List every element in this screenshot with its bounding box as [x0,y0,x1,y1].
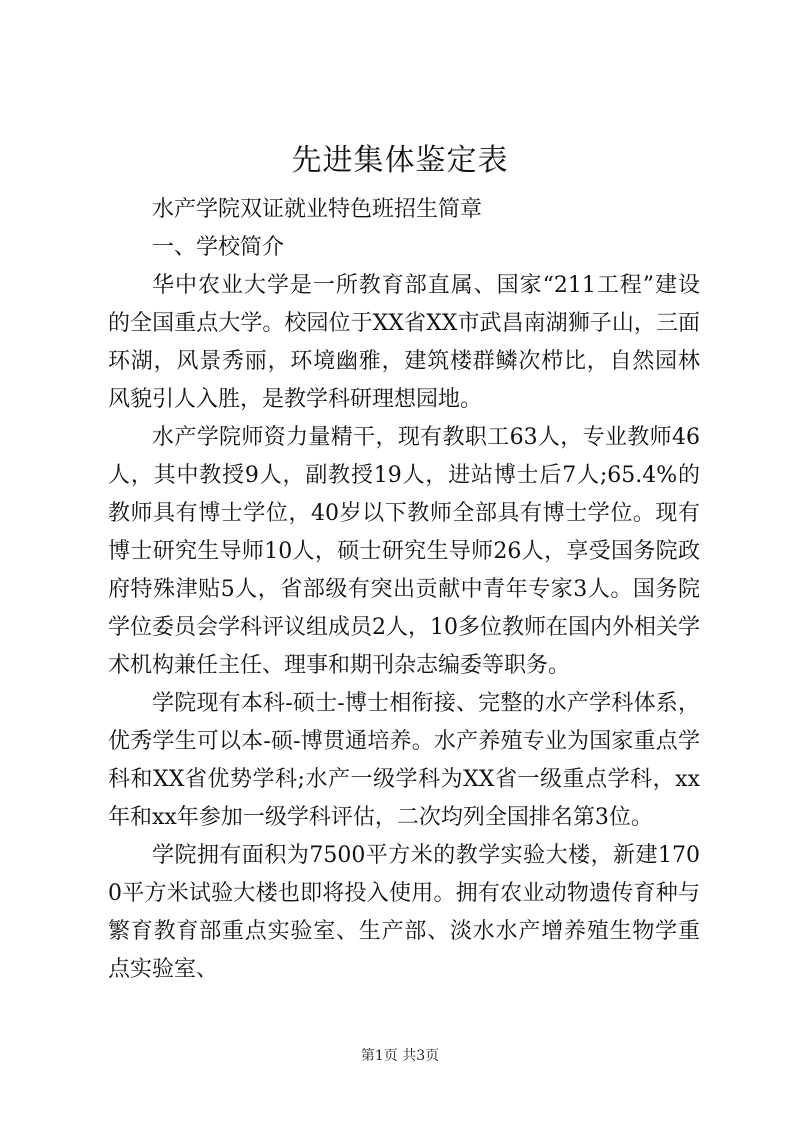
faculty-paragraph: 水产学院师资力量精干，现有教职工63人，专业教师46人，其中教授9人，副教授19人，进站博士后7人;65.4%的教师具有博士学位，40岁以下教师全部具有博士学位。现有博士研究生导师10人，硕士研究生导师26人，享受国务院政府特殊津贴5人，省部级有突出贡献中青年专家3人。国务院学位委员会学科评议组成员2人，10多位教师在国内外相关学术机构兼任主任、理事和期刊杂志编委等职务。 [108,425,700,678]
discipline-paragraph: 学院现有本科-硕士-博士相衔接、完整的水产学科体系，优秀学生可以本-硕-博贯通培养。水产养殖专业为国家重点学科和XX省优势学科;水产一级学科为XX省一级重点学科，xx年和xx年参加一级学科评估，二次均列全国排名第3位。 [108,691,700,830]
intro-paragraph: 华中农业大学是一所教育部直属、国家“211工程”建设的全国重点大学。校园位于XX省XX市武昌南湖狮子山，三面环湖，风景秀丽，环境幽雅，建筑楼群鳞次栉比，自然园林风貌引人入胜，是教学科研理想园地。 [108,273,700,412]
document-body [108,191,700,989]
page-footer: 第1页 共3页 [360,1048,440,1064]
section-heading-paragraph: 一、学校简介 [152,235,285,260]
document-title: 先进集体鉴定表 [291,143,509,178]
subtitle-paragraph: 水产学院双证就业特色班招生简章 [152,197,483,222]
facilities-paragraph: 学院拥有面积为7500平方米的教学实验大楼，新建1700平方米试验大楼也即将投入使用。拥有农业动物遗传育种与繁育教育部重点实验室、生产部、淡水水产增养殖生物学重点实验室、 [108,843,700,982]
